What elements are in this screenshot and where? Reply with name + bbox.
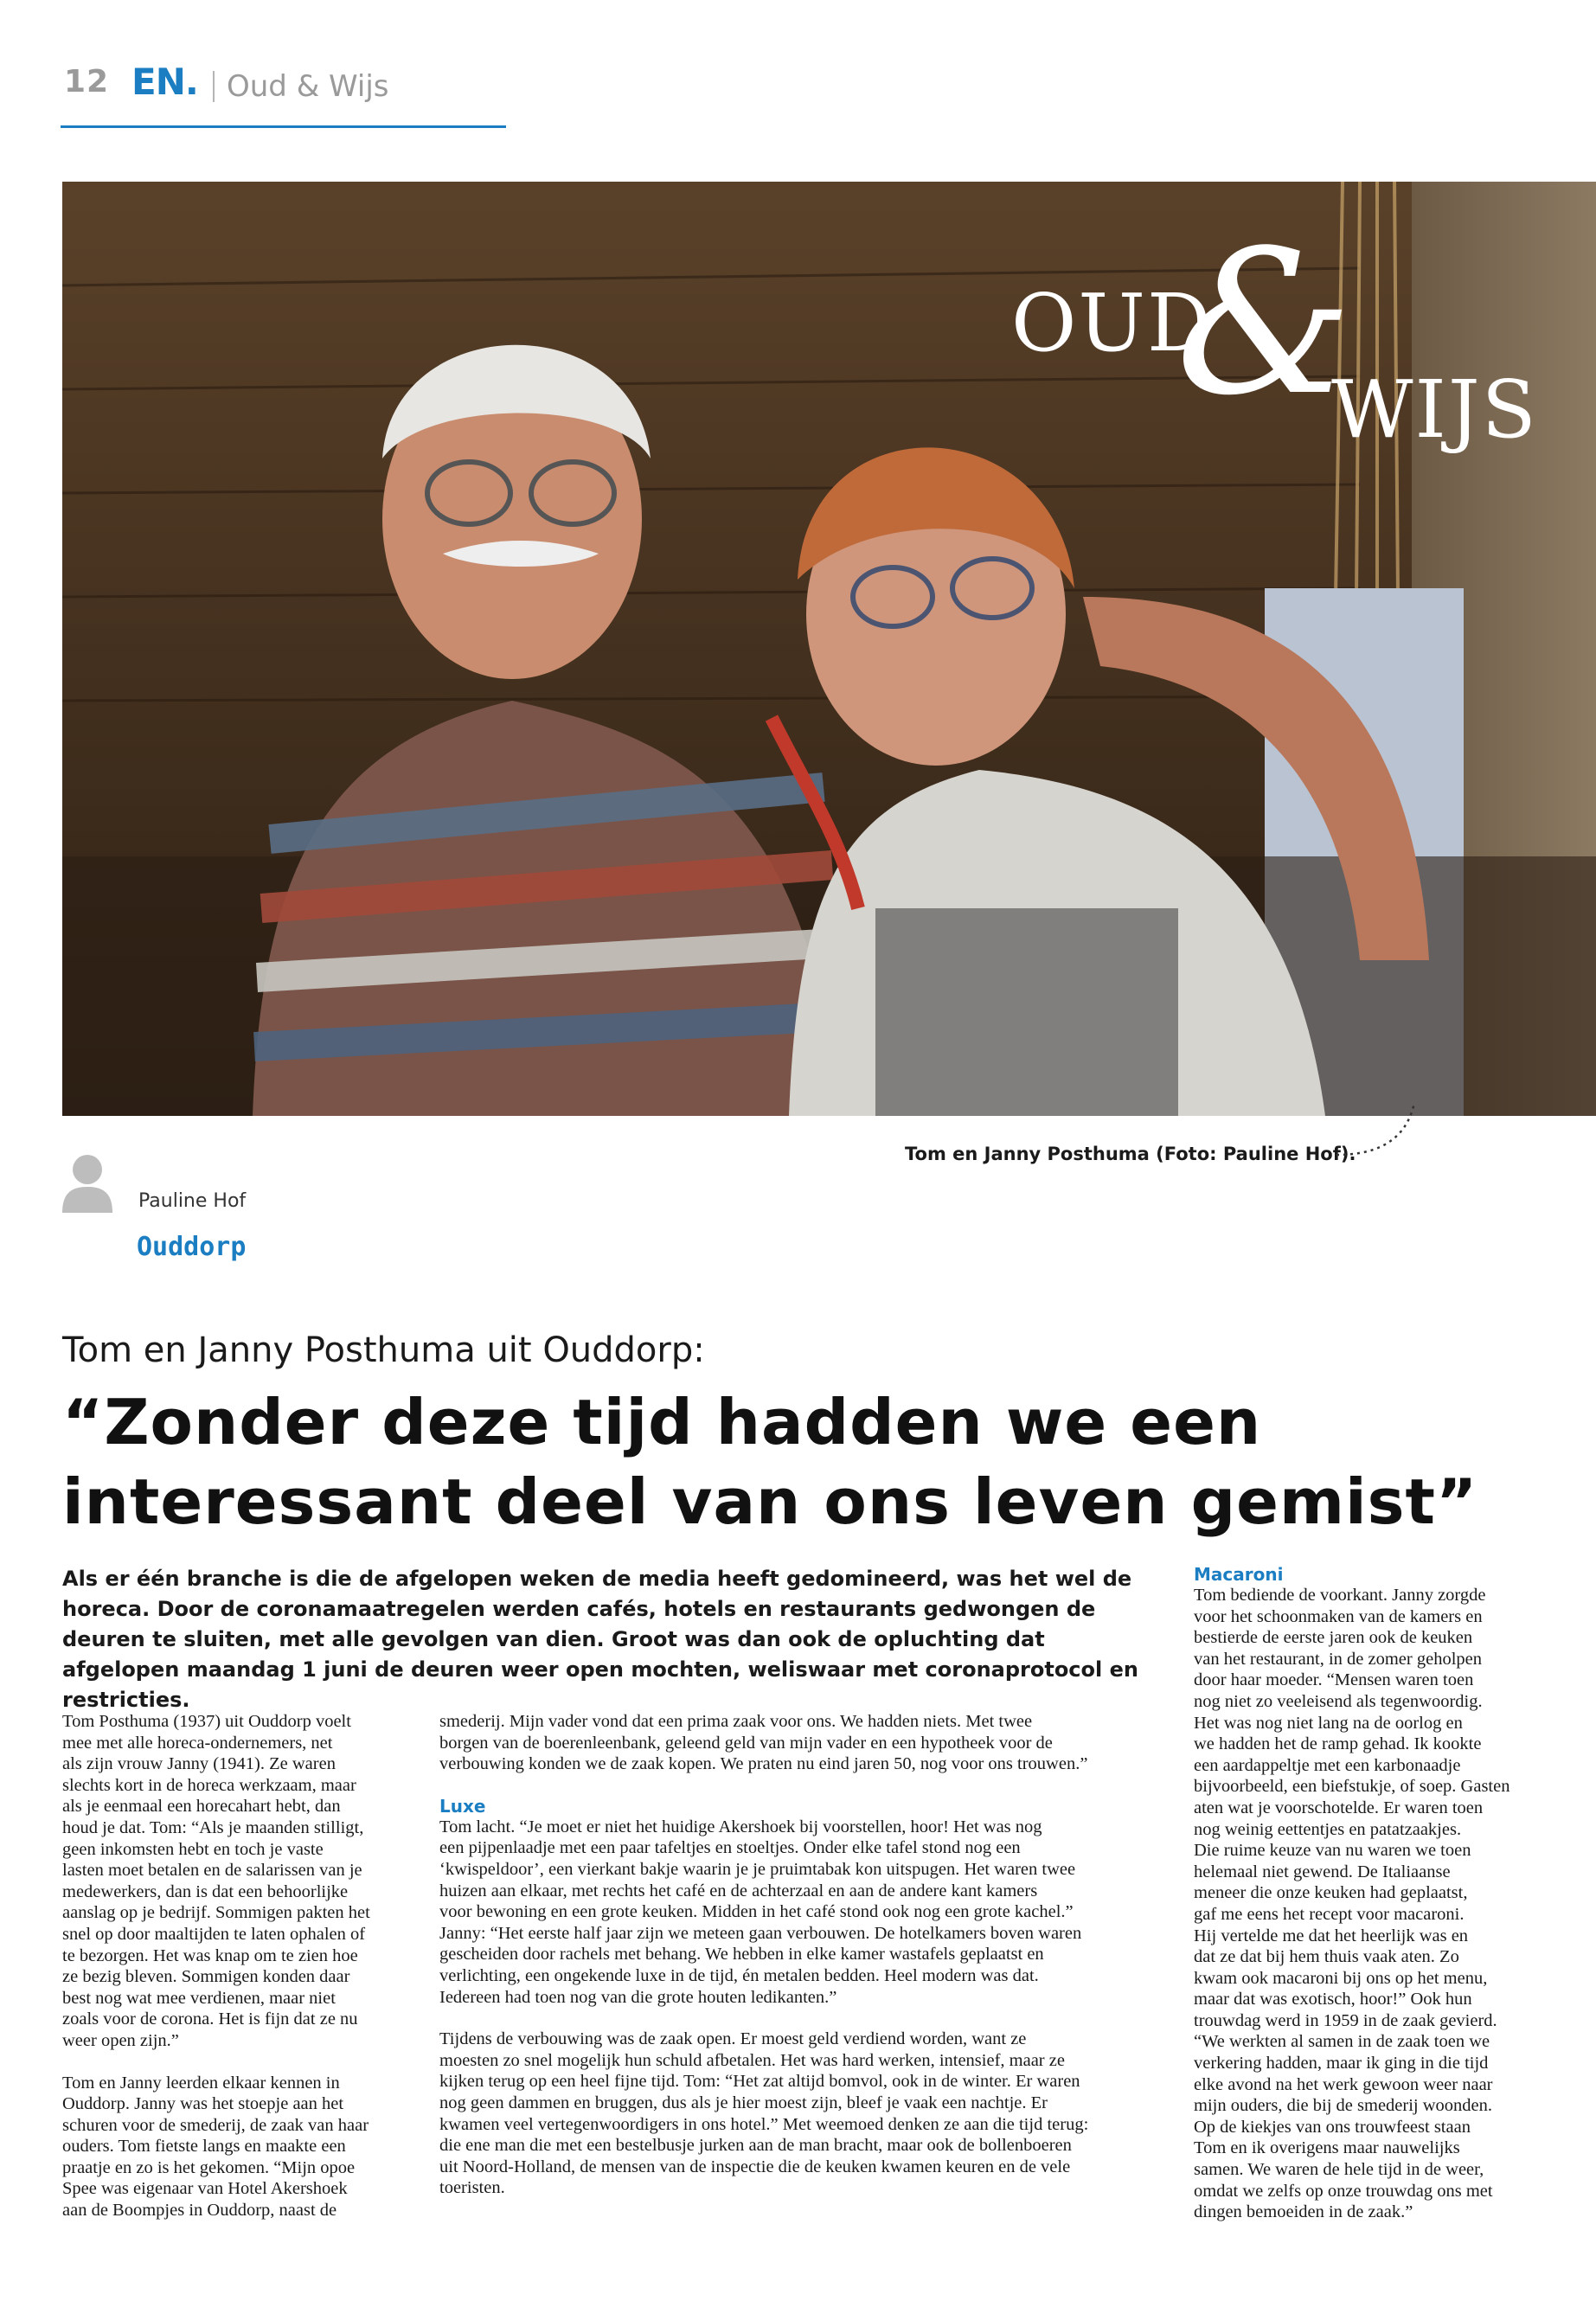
body-column-3	[1194, 1564, 1548, 2223]
logo-word-oud: OUD	[1011, 277, 1213, 369]
paragraph: Tom lacht. “Je moet er niet het huidige Akershoek bij voorstellen, hoor! Het was nog een pijpenlaadje met een paar tafeltjes en stoeltjes. Onder elke tafel stond nog een ‘kwispeldoor’, een vierkant bakje waarin je je pruimtabak kon uitspugen. Het waren twee huizen aan elkaar, met rechts het café en de achterzaal en aan de andere kant kamers voor bewoning en een grote keuken. Midden in het café stond ook nog een grote kachel.” Janny: “Het eerste half jaar zijn we meteen gaan verbouwen. De hotelkamers boven waren gescheiden door rachels met behang. We hebben in elke kamer wastafels geplaatst en verlichting, een ongekende luxe in de tijd, én metalen bedden. Heel modern was dat. Iedereen had toen nog van die grote houten ledikanten.”	[439, 1817, 1082, 2007]
article-kicker: Tom en Janny Posthuma uit Ouddorp:	[62, 1330, 705, 1370]
paragraph: Tom en Janny leerden elkaar kennen in Ouddorp. Janny was het stoepje aan het schuren voor de smederij, de zaak van haar ouders. Tom fietste langs en maakte een praatje en zo is het gekomen. “Mijn opoe Spee was eigenaar van Hotel Akershoek aan de Boompjes in Ouddorp, naast de	[62, 2073, 369, 2221]
caption-pointer-icon	[1332, 1099, 1427, 1168]
article-intro: Als er één branche is die de afgelopen weken de media heeft gedomineerd, was het wel de horeca. Door de coronamaatregelen werden cafés, hotels en restaurants gedwongen de deuren te sluiten, met alle gevolgen van dien. Groot was dan ook de opluchting dat afgelopen maandag 1 juni de deuren weer open mochten, weliswaar met coronaprotocol en restricties.	[62, 1567, 1138, 1712]
author-name: Pauline Hof	[138, 1190, 247, 1212]
paragraph: Tom bediende de voorkant. Janny zorgde voor het schoonmaken van de kamers en bestierde de eerste jaren ook de keuken van het restaurant, in de zomer geholpen door haar moeder. “Mensen waren toen nog niet zo veeleisend als tegenwoordig. Het was nog niet lang na de oorlog en we hadden het de ramp gehad. Ik kookte een aardappeltje met een karbonaadje bijvoorbeeld, een biefstukje, of soep. Gasten aten wat je voorschotelde. Er waren toen nog weinig eettentjes en patatzaakjes. Die ruime keuze van nu waren we toen helemaal niet gewend. De Italiaanse meneer die onze keuken had geplaatst, gaf me eens het recept voor macaroni. Hij vertelde me dat het heerlijk was en dat ze dat bij hem thuis vaak aten. Zo kwam ook macaroni bij ons op het menu, maar dat was exotisch, hoor!” Ook hun trouwdag werd in 1959 in de zaak gevierd. “We werkten al samen in de zaak toen we verkering hadden, maar ik ging in die tijd elke avond na het werk gewoon weer naar mijn ouders, die bij de smederij woonden. Op de kiekjes van ons trouwfeest staan Tom en ik overigens maar nauwelijks samen. We waren de hele tijd in de weer, omdat we zelfs op onze trouwdag ons met dingen bemoeiden in de zaak.”	[1194, 1586, 1510, 2222]
paragraph: Tijdens de verbouwing was de zaak open. Er moest geld verdiend worden, want ze moesten zo snel mogelijk hun schuld afbetalen. Het was hard werken, intensief, maar ze kijken terug op een heel fijne tijd. Tom: “Het zat altijd bomvol, ook in de winter. Er waren nog geen dammen en bruggen, dus als je hier moest zijn, bleef je vaak een nachtje. Er kwamen veel vertegenwoordigers in ons hotel.” Met weemoed denken ze aan die tijd terug: die ene man die met een bestelbusje jurken aan de man bracht, maar ook de bollenboeren uit Noord-Holland, de mensen van de inspectie die de keuken kwamen keuren en de vele toeristen.	[439, 2029, 1089, 2198]
article-photo	[62, 182, 1596, 1116]
dateline-place: Ouddorp	[137, 1232, 247, 1262]
author-avatar-icon	[62, 1150, 112, 1213]
section-title: Oud & Wijs	[227, 69, 389, 104]
photo-caption: Tom en Janny Posthuma (Foto: Pauline Hof).	[905, 1144, 1356, 1164]
paragraph: Tom Posthuma (1937) uit Ouddorp voelt mee met alle horeca-ondernemers, net als zijn vrouw Janny (1941). Ze waren slechts kort in de horeca werkzaam, maar als je eenmaal een horecahart hebt, dan houd je dat. Tom: “Als je maanden stilligt, geen inkomsten hebt en toch je vaste lasten moet betalen en de salarissen van je medewerkers, dan is dat een behoorlijke aanslag op je bedrijf. Sommigen pakten het snel op door maaltijden te laten ophalen of te bezorgen. Het was knap om te zien hoe ze bezig bleven. Sommigen konden daar best nog wat mee verdienen, maar niet zoals voor de corona. Het is fijn dat ze nu weer open zijn.”	[62, 1712, 370, 2050]
subheading-macaroni: Macaroni	[1194, 1564, 1284, 1585]
paragraph: smederij. Mijn vader vond dat een prima zaak voor ons. We hadden niets. Met twee borgen van de boerenleenbank, geleend geld van mijn vader en een hypotheek voor de verbouwing konden we de zaak kopen. We praten nu eind jaren 50, nog voor ons trouwen.”	[439, 1712, 1088, 1774]
header-rule	[61, 125, 506, 128]
oud-wijs-logo	[1011, 208, 1548, 467]
logo-word-wijs: WIJS	[1331, 363, 1538, 456]
header-separator	[213, 71, 215, 102]
logo-ampersand: &	[1176, 208, 1353, 439]
page-number: 12	[64, 64, 110, 99]
brand-logo: EN.	[131, 61, 198, 103]
body-column-1	[62, 1711, 417, 2221]
subheading-luxe: Luxe	[439, 1795, 486, 1817]
article-headline: “Zonder deze tijd hadden we een interessant deel van ons leven gemist”	[62, 1386, 1478, 1538]
body-column-2	[439, 1711, 1131, 2199]
